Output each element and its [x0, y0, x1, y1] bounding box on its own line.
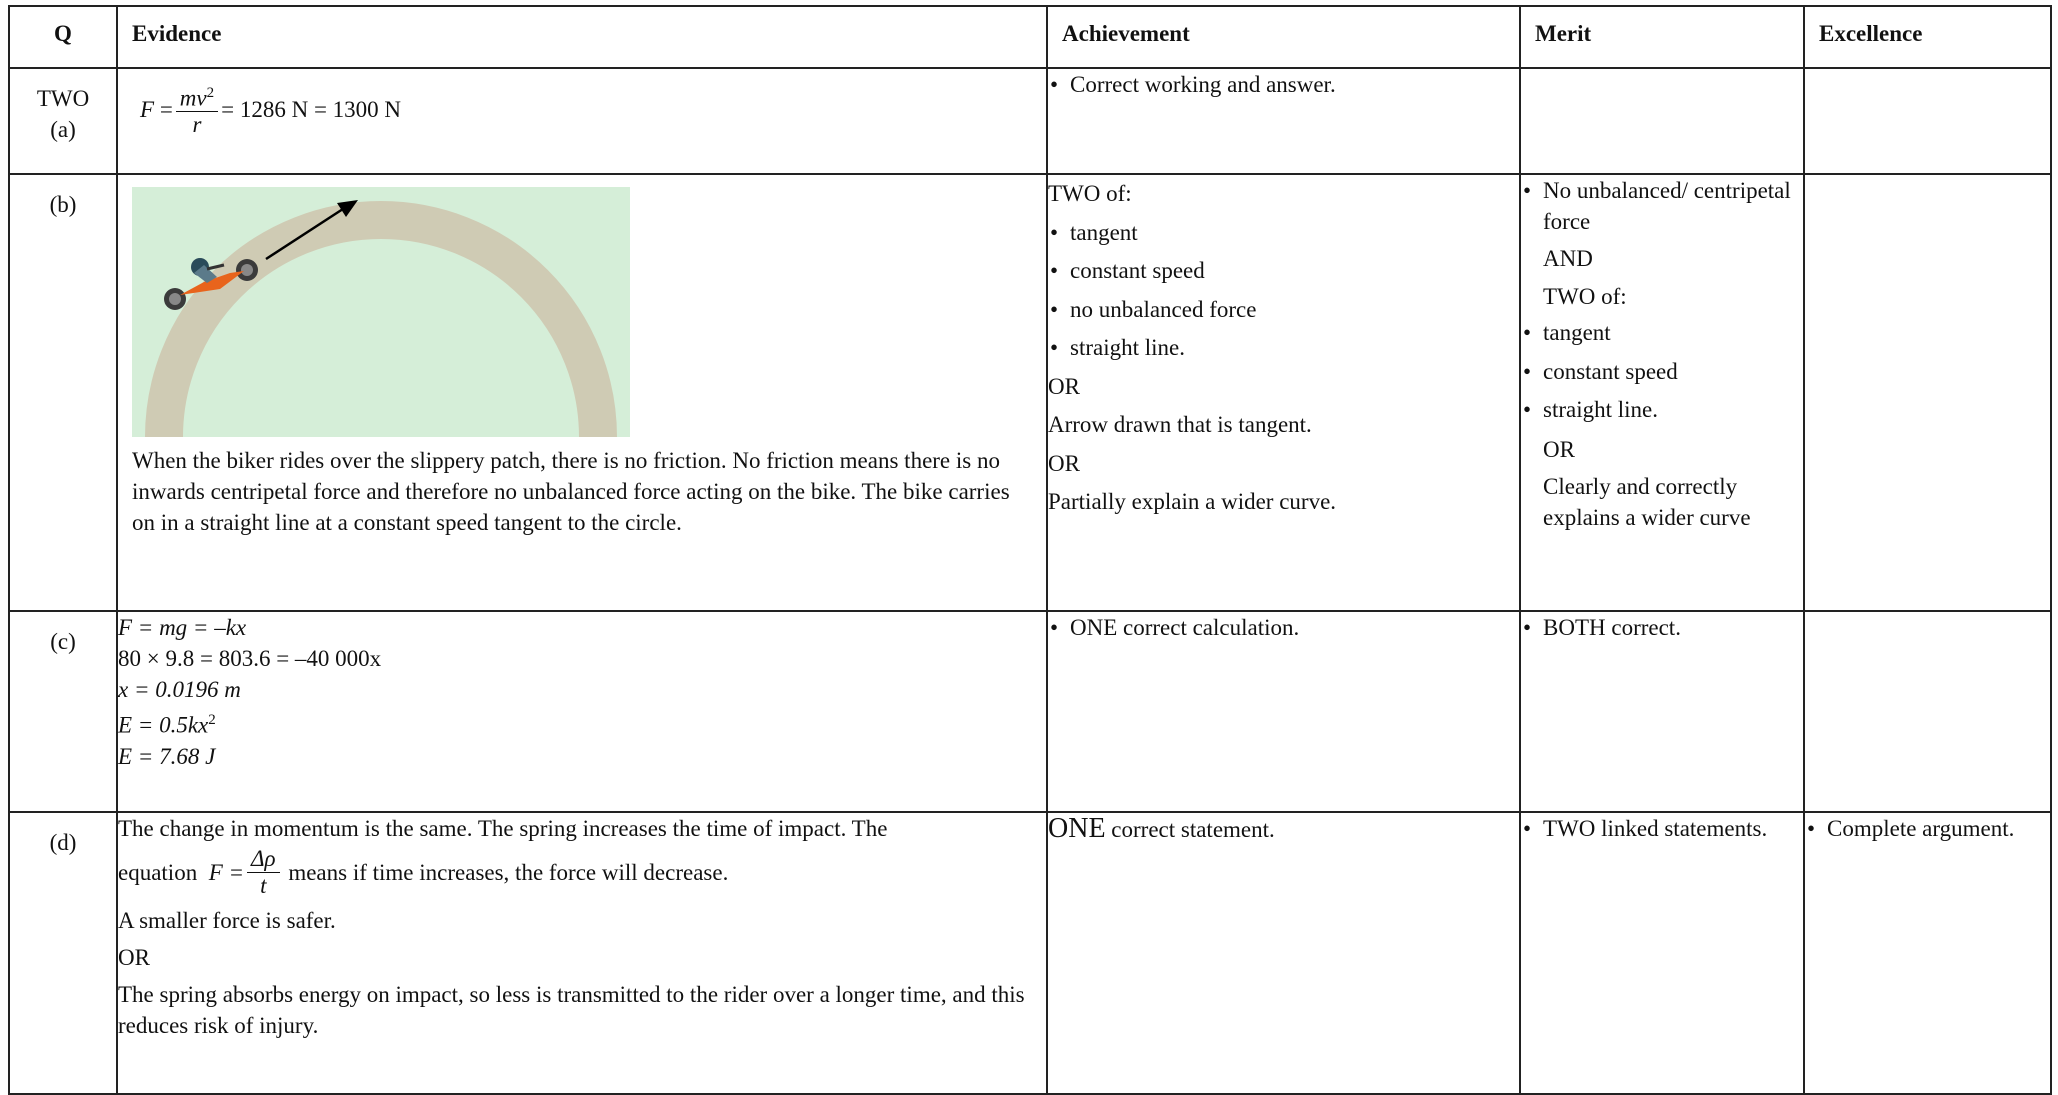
- fraction-numerator: mv: [179, 85, 207, 111]
- fraction-denominator: r: [192, 112, 202, 138]
- criterion-item: • no unbalanced force: [1048, 291, 1519, 330]
- excellence-cell: [1804, 611, 2051, 812]
- merit-cell: [1520, 812, 1804, 1094]
- fraction-exponent: 2: [206, 84, 215, 101]
- merit-cell: [1520, 611, 1804, 812]
- evidence-cell: [117, 174, 1047, 611]
- criterion-item: • BOTH correct.: [1521, 612, 1803, 643]
- header-row: [9, 6, 2051, 68]
- evidence-cell: [117, 812, 1047, 1094]
- evidence-text: The change in momentum is the same. The spring increases the time of impact. The: [118, 816, 888, 841]
- table-row: [9, 68, 2051, 174]
- eq-result: = 1286 N = 1300 N: [221, 96, 402, 122]
- eq-symbol: F: [140, 96, 155, 122]
- evidence-text: A smaller force is safer.: [118, 908, 336, 933]
- calc-line: 80 × 9.8 = 803.6 = –40 000x: [118, 646, 382, 671]
- or-label: OR: [1048, 373, 1080, 399]
- achievement-cell: [1047, 812, 1520, 1094]
- achievement-cell: [1047, 68, 1520, 174]
- eq-equals: =: [159, 96, 173, 122]
- criterion-alt: Clearly and correctly explains a wider curve: [1543, 473, 1751, 530]
- calc-line: F = mg = –kx: [118, 615, 247, 640]
- question-cell: (c): [9, 611, 117, 812]
- or-label: OR: [1048, 450, 1080, 476]
- question-part: (a): [50, 117, 76, 142]
- or-label: OR: [118, 945, 150, 970]
- criterion-item: • straight line.: [1521, 391, 1803, 430]
- criterion-text: correct statement.: [1111, 817, 1275, 842]
- calc-line: E = 7.68 J: [118, 743, 216, 769]
- criterion-item: • straight line.: [1048, 329, 1519, 368]
- fraction-denominator: t: [260, 873, 267, 898]
- evidence-cell: [117, 611, 1047, 812]
- merit-cell: [1520, 174, 1804, 611]
- criterion-item: • constant speed: [1521, 353, 1803, 392]
- merit-cell: [1520, 68, 1804, 174]
- criterion-alt: Arrow drawn that is tangent.: [1048, 412, 1312, 437]
- header-merit: Merit: [1520, 6, 1804, 68]
- header-achievement: Achievement: [1047, 6, 1520, 68]
- table-row: [9, 174, 2051, 611]
- achievement-cell: [1047, 174, 1520, 611]
- loop-track-diagram: [132, 187, 630, 437]
- criterion-item: • Complete argument.: [1805, 813, 2050, 844]
- criterion-item: • TWO linked statements.: [1521, 813, 1803, 844]
- or-label: OR: [1543, 436, 1575, 462]
- criterion-intro: TWO of:: [1543, 284, 1627, 309]
- question-label: TWO: [36, 86, 90, 111]
- excellence-cell: [1804, 68, 2051, 174]
- excellence-cell: [1804, 174, 2051, 611]
- evidence-text: means if time increases, the force will decrease.: [288, 860, 729, 885]
- evidence-text: equation: [118, 860, 198, 885]
- evidence-text: The spring absorbs energy on impact, so less is transmitted to the rider over a longer time, and this reduces risk of injury.: [118, 982, 1025, 1038]
- criterion-item: • tangent: [1521, 314, 1803, 353]
- criterion-alt: Partially explain a wider curve.: [1048, 489, 1337, 514]
- question-cell: (b): [9, 174, 117, 611]
- header-excellence: Excellence: [1804, 6, 2051, 68]
- equation-line: [118, 846, 1046, 899]
- calc-line: x = 0.0196 m: [118, 677, 241, 702]
- criterion-item: • constant speed: [1048, 252, 1519, 291]
- criterion-emphasis: ONE: [1048, 813, 1106, 844]
- table-row: [9, 812, 2051, 1094]
- criterion-item: • No unbalanced/ centripetal force: [1521, 175, 1803, 237]
- criterion-item: • tangent: [1048, 214, 1519, 253]
- evidence-cell: [117, 68, 1047, 174]
- equation: [118, 69, 1046, 149]
- marking-schedule-table: [8, 5, 2052, 1095]
- calc-line: $E = 0.5kx^2$: [118, 712, 216, 738]
- question-cell: [9, 68, 117, 174]
- header-evidence: Evidence: [117, 6, 1047, 68]
- table-row: [9, 611, 2051, 812]
- question-cell: (d): [9, 812, 117, 1094]
- fraction: [247, 846, 280, 899]
- criterion-intro: TWO of:: [1048, 181, 1132, 206]
- achievement-cell: [1047, 611, 1520, 812]
- criterion-item: • ONE correct calculation.: [1048, 612, 1519, 643]
- fraction: [176, 80, 218, 139]
- fraction-numerator: Δρ: [247, 846, 280, 873]
- evidence-text: When the biker rides over the slippery patch, there is no friction. No friction means there is no inwards centripetal force and therefore no unbalanced force acting on the bike. The bike carries on in a straight line at a constant speed tangent to the circle.: [132, 448, 1010, 535]
- excellence-cell: [1804, 812, 2051, 1094]
- criterion-item: • Correct working and answer.: [1048, 69, 1519, 100]
- and-label: AND: [1543, 246, 1593, 271]
- header-q: Q: [9, 6, 117, 68]
- eq-symbol: F =: [208, 860, 245, 885]
